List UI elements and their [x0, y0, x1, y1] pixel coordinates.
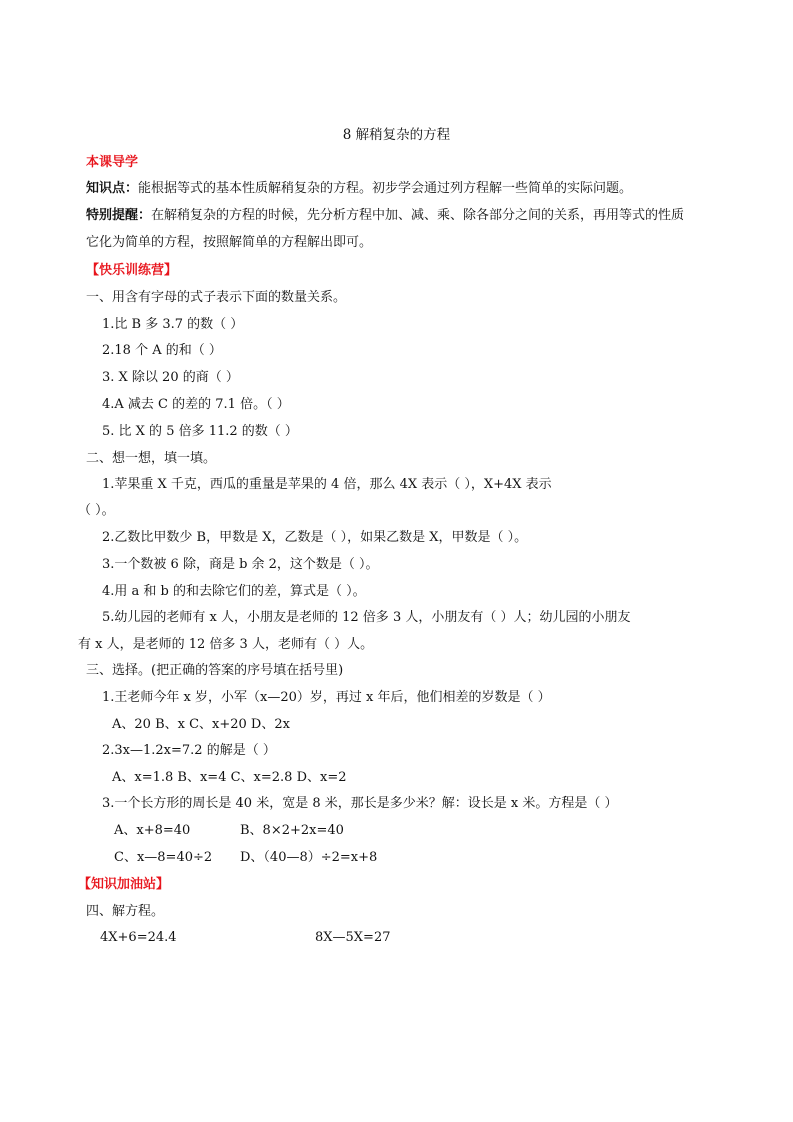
- special-reminder: [86, 207, 684, 225]
- section2-item: 5.幼儿园的老师有 x 人，小朋友是老师的 12 倍多 3 人，小朋友有（ ）人；幼儿园的小朋友: [102, 610, 631, 625]
- section2-item-cont: （ ）。: [78, 503, 115, 518]
- section1-heading: 一、用含有字母的式子表示下面的数量关系。: [86, 290, 347, 305]
- section3-option-c: C、x—8=40÷2: [114, 850, 213, 865]
- section2-item: 3.一个数被 6 除，商是 b 余 2，这个数是（ ）。: [102, 557, 379, 572]
- reminder-label: 特别提醒：: [86, 208, 152, 223]
- section4-heading: 四、解方程。: [86, 904, 165, 919]
- section1-item: 2.18 个 A 的和（ ）: [102, 343, 222, 358]
- reminder-text-1: 在解稍复杂的方程的时候，先分析方程中加、减、乘、除各部分之间的关系，再用等式的性质: [151, 208, 685, 223]
- section3-option-a: A、x+8=40: [114, 823, 191, 838]
- station-heading: 【知识加油站】: [78, 877, 170, 892]
- section1-item: 1.比 B 多 3.7 的数（ ）: [102, 317, 244, 332]
- section3-option-d: D、（40—8）÷2=x+8: [240, 850, 378, 865]
- section3-heading: 三、选择。(把正确的答案的序号填在括号里): [86, 663, 344, 678]
- equation-2: 8X—5X=27: [315, 930, 391, 945]
- guide-heading: 本课导学: [86, 155, 139, 170]
- section3-question: 3.一个长方形的周长是 40 米，宽是 8 米，那长是多少米？解：设长是 x 米。方程是（ ）: [102, 796, 618, 811]
- section1-item: 4.A 减去 C 的差的 7.1 倍。（ ）: [102, 397, 290, 412]
- knowledge-text: 能根据等式的基本性质解稍复杂的方程。初步学会通过列方程解一些简单的实际问题。: [138, 181, 633, 196]
- section2-item: 1.苹果重 X 千克，西瓜的重量是苹果的 4 倍，那么 4X 表示（ ），X+4X 表示: [102, 477, 552, 492]
- reminder-text-2: 它化为简单的方程，按照解简单的方程解出即可。: [86, 235, 373, 250]
- section2-item: 4.用 a 和 b 的和去除它们的差，算式是（ ）。: [102, 584, 366, 599]
- section3-question: 2.3x—1.2x=7.2 的解是（ ）: [102, 743, 276, 758]
- section2-item-cont: 有 x 人，是老师的 12 倍多 3 人，老师有（ ）人。: [78, 637, 374, 652]
- section2-heading: 二、想一想，填一填。: [86, 451, 217, 466]
- section1-item: 5. 比 X 的 5 倍多 11.2 的数（ ）: [102, 424, 298, 439]
- section2-item: 2.乙数比甲数少 B，甲数是 X，乙数是（ ），如果乙数是 X，甲数是（ ）。: [102, 530, 528, 545]
- section3-question: 1.王老师今年 x 岁，小军（x—20）岁，再过 x 年后，他们相差的岁数是（ ）: [102, 690, 551, 705]
- section3-options: A、x=1.8 B、x=4 C、x=2.8 D、x=2: [112, 770, 347, 785]
- equation-1: 4X+6=24.4: [100, 930, 177, 945]
- section3-options: A、20 B、x C、x+20 D、2x: [112, 717, 290, 732]
- knowledge-point: [86, 180, 632, 198]
- camp-heading: 【快乐训练营】: [86, 263, 178, 278]
- knowledge-label: 知识点：: [86, 181, 139, 196]
- section1-item: 3. X 除以 20 的商（ ）: [102, 370, 239, 385]
- page-title: 8 解稍复杂的方程: [342, 127, 451, 143]
- section3-option-b: B、8×2+2x=40: [240, 823, 344, 838]
